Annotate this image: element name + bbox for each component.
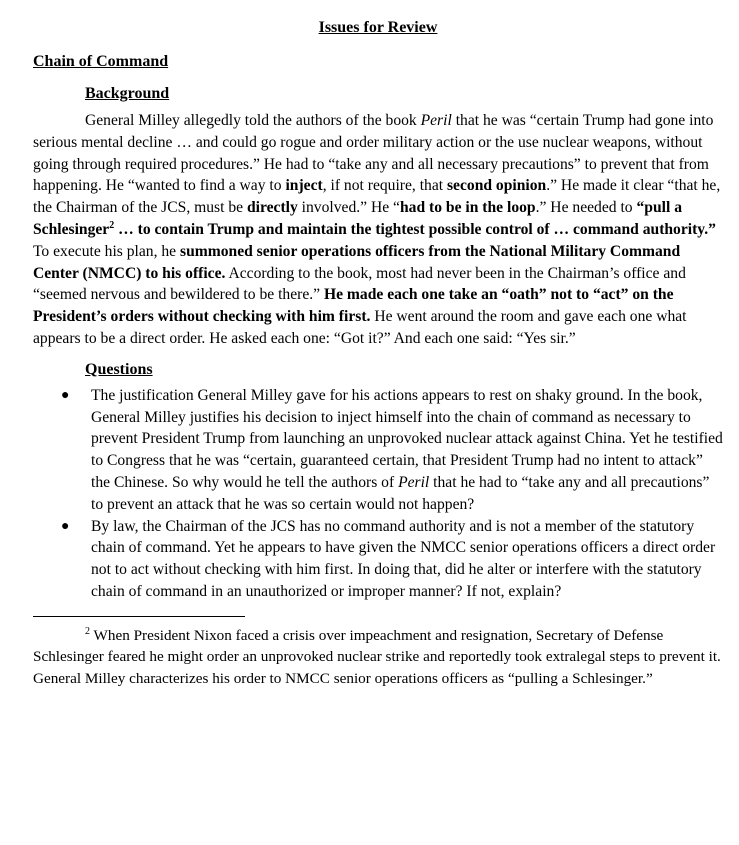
questions-list xyxy=(33,385,723,603)
list-item: ● The justification General Milley gave for his actions appears to rest on shaky ground. In the book, General Milley justifies his decision to inject himself into the chain of command as necessary to prevent President Trump from launching an unprovoked nuclear attack against China. Yet he testified to Congress that he was “certain, guaranteed certain, that President Trump had no intent to attack” the Chinese. So why would he tell the authors of Peril that he had to “take any and all precautions” to prevent an attack that he was so certain would not happen? xyxy=(61,386,723,513)
background-paragraph: General Milley allegedly told the authors of the book Peril that he was “certain Trump had gone into serious mental decline … and could go rogue and order military action or the use nuclear weapons, without going through required procedures.” He had to “take any and all necessary precautions” to prevent that from happening. He “wanted to find a way to inject, if not require, that second opinion.” He made it clear “that he, the Chairman of the JCS, must be directly involved.” He “had to be in the loop.” He needed to “pull a Schlesinger$^2$ … to contain Trump and maintain the tightest possible control of … command authority.” To execute his plan, he summoned senior operations officers from the National Military Command Center (NMCC) to his office. According to the book, most had never been in the Chairman’s office and “seemed nervous and bewildered to be there.” He made each one take an “oath” not to “act” on the President’s orders without checking with him first. He went around the room and gave each one what appears to be a direct order. He asked each one: “Got it?” And each one said: “Yes sir.” xyxy=(33,112,721,347)
bullet-icon: ● xyxy=(61,387,70,403)
footnote-marker: 2 xyxy=(85,625,90,637)
footnote: $^2$ When President Nixon faced a crisis over impeachment and resignation, Secretary of Defense Schlesinger feared he might order an unprovoked nuclear strike and reportedly took extralegal steps to prevent it. General Milley characterizes his order to NMCC senior operations officers as “pulling a Schlesinger.” xyxy=(33,625,721,687)
bullet-icon: ● xyxy=(61,518,70,534)
footnote-divider xyxy=(33,616,245,617)
book-title: Peril xyxy=(398,473,430,491)
book-title: Peril xyxy=(420,112,452,129)
section-heading: Chain of Command xyxy=(33,53,169,70)
footnote-reference: 2 xyxy=(109,219,115,231)
questions-heading: Questions xyxy=(85,360,153,378)
background-heading: Background xyxy=(85,85,170,102)
document-page xyxy=(33,16,723,705)
list-item: ● By law, the Chairman of the JCS has no command authority and is not a member of the statutory chain of command. Yet he appears to have given the NMCC senior operations officers a direct order not to act without checking with him first. In doing that, did he alter or interfere with the statutory chain of command in an unauthorized or improper manner? If not, explain? xyxy=(61,517,716,600)
document-title: Issues for Review xyxy=(318,19,438,36)
